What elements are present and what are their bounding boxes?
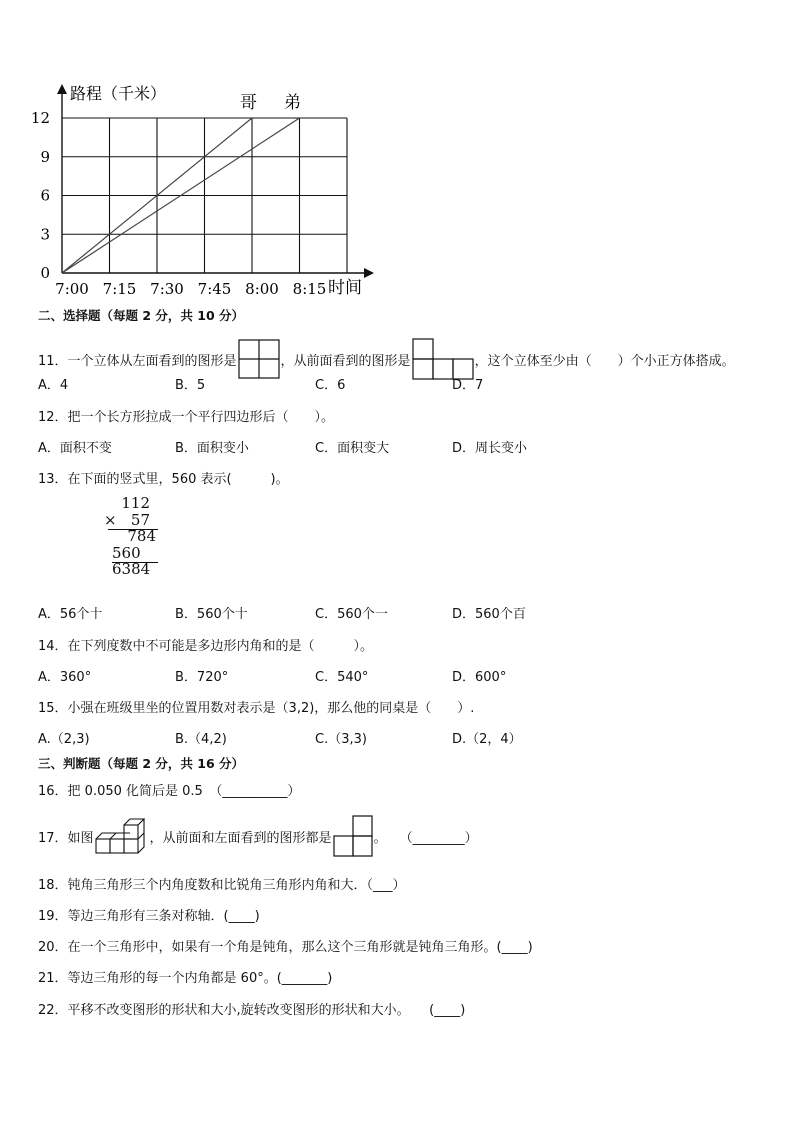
chart-grid (62, 118, 347, 273)
q11-text-pre: 11．一个立体从左面看到的图形是 (38, 353, 237, 369)
x-tick-label: 7:30 (150, 280, 184, 298)
q11-option-a[interactable]: A．4 (38, 378, 69, 393)
mult-result: 6384 (112, 560, 151, 578)
q13-option-c[interactable]: C．560个一 (315, 607, 388, 622)
question-11 (38, 338, 735, 380)
x-tick-label: 7:15 (102, 280, 137, 298)
question-12: 12．把一个长方形拉成一个平行四边形后（ ）。 (38, 410, 335, 425)
question-17 (38, 812, 478, 860)
q11-text-mid: ，从前面看到的图形是 (280, 353, 411, 369)
q11-left-view-figure (238, 339, 280, 379)
q15-option-b[interactable]: B.（4,2) (175, 732, 227, 747)
q13-option-d[interactable]: D．560个百 (452, 607, 526, 622)
y-tick-label: 12 (30, 109, 50, 127)
q17-view-figure (333, 815, 373, 857)
question-18: 18．钝角三角形三个内角度数和比锐角三角形内角和大．（___） (38, 878, 406, 893)
question-16: 16．把 0.050 化简后是 0.5 （__________） (38, 784, 301, 799)
q12-option-a[interactable]: A．面积不变 (38, 441, 112, 456)
q17-text-mid: ，从前面和左面看到的图形都是 (149, 830, 332, 846)
section-2-title: 二、选择题（每题 2 分，共 10 分） (38, 308, 245, 323)
question-22: 22．平移不改变图形的形状和大小,旋转改变图形的形状和大小。 (____) (38, 1003, 466, 1018)
q11-text-post: ，这个立体至少由（ ）个小正方体搭成。 (474, 353, 735, 369)
q12-option-b[interactable]: B．面积变小 (175, 441, 249, 456)
q15-option-d[interactable]: D.（2，4） (452, 732, 522, 747)
q14-option-b[interactable]: B．720° (175, 670, 229, 685)
q13-option-a[interactable]: A．56个十 (38, 607, 103, 622)
x-tick-label: 8:00 (245, 280, 279, 298)
q14-option-c[interactable]: C．540° (315, 670, 369, 685)
x-tick-label: 7:00 (55, 280, 89, 298)
y-tick-label: 3 (40, 225, 50, 244)
x-tick-label: 8:15 (292, 280, 327, 298)
y-axis-arrow (57, 84, 67, 94)
mult-top-number: 112 (121, 494, 150, 512)
y-tick-label: 6 (40, 186, 50, 205)
distance-time-chart (30, 78, 390, 304)
y-axis-label: 路程（千米） (70, 84, 167, 103)
x-axis-label: 时间 (328, 278, 362, 298)
q15-option-a[interactable]: A.（2,3) (38, 732, 90, 747)
q17-text-pre: 17．如图 (38, 830, 94, 846)
question-13: 13．在下面的竖式里，560 表示( )。 (38, 472, 289, 487)
q15-option-c[interactable]: C.（3,3) (315, 732, 367, 747)
question-21: 21．等边三角形的每一个内角都是 60°。(_______) (38, 971, 333, 986)
mult-partial-2: 560 (112, 544, 141, 562)
section-3-title: 三、判断题（每题 2 分，共 16 分） (38, 756, 245, 771)
q11-option-d[interactable]: D．7 (452, 378, 484, 393)
q17-cube-figure (95, 812, 149, 860)
question-19: 19．等边三角形有三条对称轴．(____) (38, 909, 260, 924)
question-20: 20．在一个三角形中，如果有一个角是钝角，那么这个三角形就是钝角三角形。(____) (38, 940, 533, 955)
question-15: 15．小强在班级里坐的位置用数对表示是（3,2)，那么他的同桌是（ ）. (38, 701, 475, 716)
x-tick-label: 7:45 (197, 280, 232, 298)
question-14: 14．在下列度数中不可能是多边形内角和的是（ ）。 (38, 639, 374, 654)
q17-text-post: 。 （________） (373, 830, 478, 846)
q11-option-c[interactable]: C．6 (315, 378, 346, 393)
q12-option-c[interactable]: C．面积变大 (315, 441, 390, 456)
y-tick-label: 0 (40, 264, 50, 282)
chart-axes (57, 84, 374, 278)
mult-second-number: 57 (130, 511, 150, 529)
x-axis-arrow (364, 268, 374, 278)
vertical-multiplication (102, 494, 162, 578)
q14-option-a[interactable]: A．360° (38, 670, 92, 685)
mult-sign: × (104, 511, 117, 529)
q12-option-d[interactable]: D．周长变小 (452, 441, 528, 456)
legend-di: 弟 (284, 93, 301, 113)
q13-option-b[interactable]: B．560个十 (175, 607, 248, 622)
q11-option-b[interactable]: B．5 (175, 378, 206, 393)
mult-partial-1: 784 (127, 527, 156, 545)
y-tick-label: 9 (40, 147, 50, 166)
legend-ge: 哥 (240, 93, 257, 113)
q14-option-d[interactable]: D．600° (452, 670, 507, 685)
